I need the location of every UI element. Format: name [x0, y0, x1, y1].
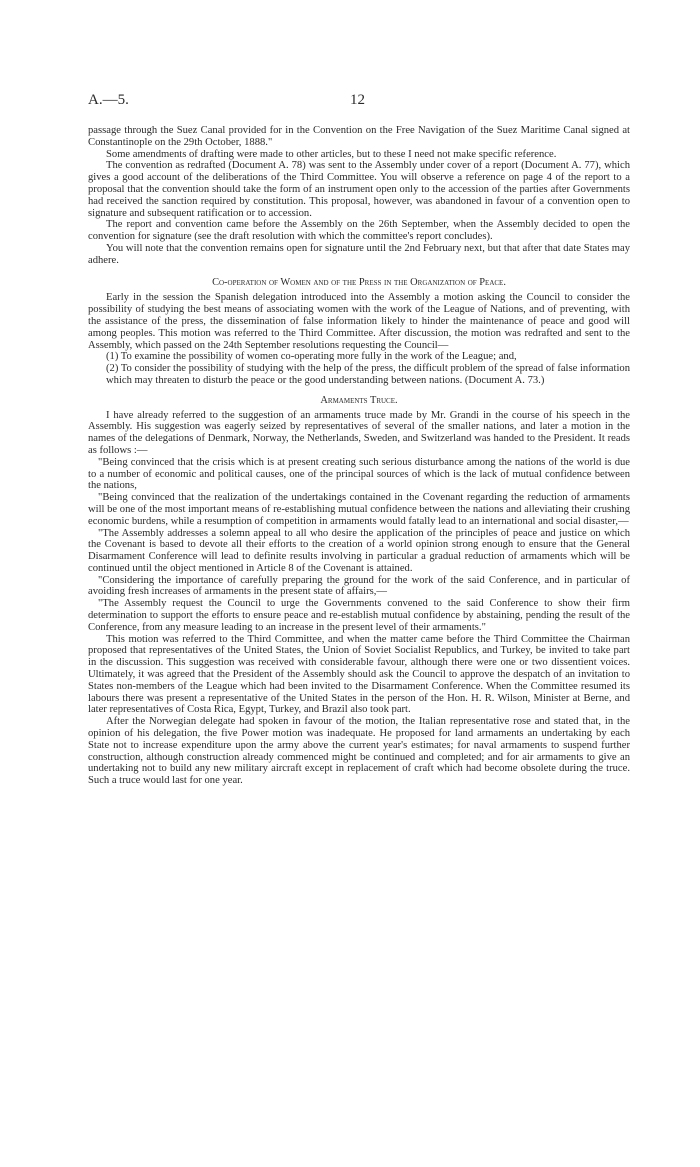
- paragraph: This motion was referred to the Third Committee, and when the matter came before the Third Committee the Chairman proposed that representatives of the United States, the Union of Soviet Socialist Republics, and Turkey, be invited to take part in the discussion. This suggestion was received with considerable favour, although there were one or two dissentient voices. Ultimately, it was agreed that the President of the Assembly should ask the Council to approve the despatch of an invitation to States non-members of the League which had been invited to the Disarmament Conference. When the Committee resumed its labours there was present a representative of the United States in the person of the Hon. H. R. Wilson, Minister at Berne, and later representatives of Costa Rica, Egypt, Turkey, and Brazil also took part.: [88, 633, 630, 716]
- paragraph: I have already referred to the suggestion of an armaments truce made by Mr. Grandi in the course of his speech in the Assembly. His suggestion was eagerly seized by representatives of several of the smaller nations, and later a motion in the names of the delegations of Denmark, Norway, the Netherlands, Sweden, and Switzerland was handed to the President. It reads as follows :—: [88, 409, 630, 456]
- quoted-paragraph: "Being convinced that the realization of the undertakings contained in the Covenant regarding the reduction of armaments will be one of the most important means of re-establishing mutual confidence between the nations and alleviating their crushing economic burdens, while a resumption of competition in armaments would fatally lead to an international and social disaster,—: [88, 492, 630, 527]
- paragraph: After the Norwegian delegate had spoken in favour of the motion, the Italian representative rose and stated that, in the opinion of his delegation, the five Power motion was inadequate. He proposed for land armaments an undertaking by each State not to increase expenditure upon the army above the current year's estimates; for naval armaments to suspend further construction, although construction already commenced might be continued and completed; and for air armaments to give an undertaking not to build any new military aircraft except in replacement of craft which had become obsolete during the truce. Such a truce would last for one year.: [88, 716, 630, 787]
- quoted-paragraph: "Being convinced that the crisis which is at present creating such serious disturbance among the nations of the world is due to a number of economic and political causes, one of the principal sources of which is the lack of mutual confidence between the nations,: [88, 456, 630, 492]
- paragraph: Early in the session the Spanish delegation introduced into the Assembly a motion asking the Council to consider the possibility of studying the best means of associating women with the work of the League of Nations, and of preventing, with the assistance of the press, the dissemination of false information likely to hinder the maintenance of peace and good will among peoples. This motion was referred to the Third Committee. After discussion, the motion was redrafted and sent to the Assembly, which passed on the 24th September resolutions requesting the Council—: [88, 292, 630, 351]
- paragraph: You will note that the convention remains open for signature until the 2nd February next, but that after that date States may adhere.: [88, 242, 630, 266]
- section-heading: Armaments Truce.: [320, 394, 398, 406]
- page-number: 12: [350, 92, 365, 108]
- list-item: (2) To consider the possibility of studying with the help of the press, the difficult problem of the spread of false information which may threaten to disturb the peace or the good understanding between nations. (Document A. 73.): [106, 363, 630, 386]
- section-heading: Co-operation of Women and of the Press in the Organization of Peace.: [212, 276, 506, 288]
- quoted-paragraph: "The Assembly addresses a solemn appeal to all who desire the application of the principles of peace and justice on which the Covenant is based to devote all their efforts to the creation of a world opinion strong enough to ensure that the General Disarmament Conference will lead to definite results involving in particular a gradual reduction of armaments which will be continued until the object mentioned in Article 8 of the Covenant is attained.: [88, 527, 630, 574]
- quoted-paragraph: "Considering the importance of carefully preparing the ground for the work of the said Conference, and in particular of avoiding fresh increases of armaments in the present state of affairs,—: [88, 574, 630, 598]
- paragraph: Some amendments of drafting were made to other articles, but to these I need not make specific reference.: [106, 148, 557, 160]
- document-reference: A.—5.: [88, 92, 129, 108]
- quoted-paragraph: "The Assembly request the Council to urge the Governments convened to the said Conference to show their firm determination to support the efforts to ensure peace and re-establish mutual confidence by abstaining, pending the result of the Conference, from any measure leading to an increase in the present level of their armaments.": [88, 598, 630, 633]
- paragraph: The report and convention came before the Assembly on the 26th September, when the Assembly decided to open the convention for signature (see the draft resolution with which the committee's report concludes).: [88, 219, 630, 243]
- paragraph: The convention as redrafted (Document A. 78) was sent to the Assembly under cover of a report (Document A. 77), which gives a good account of the deliberations of the Third Committee. You will observe a reference on page 4 of the report to a proposal that the convention should take the form of an instrument open only to the accession of the parties after Governments had received the sanction required by constitution. This proposal, however, was abandoned in favour of a convention open to signature and subsequent ratification or to accession.: [88, 160, 630, 219]
- paragraph: passage through the Suez Canal provided for in the Convention on the Free Navigation of the Suez Maritime Canal signed at Constantinople on the 29th October, 1888.": [88, 125, 630, 148]
- list-item: (1) To examine the possibility of women co-operating more fully in the work of the League; and,: [106, 351, 517, 363]
- document-body: [88, 125, 630, 787]
